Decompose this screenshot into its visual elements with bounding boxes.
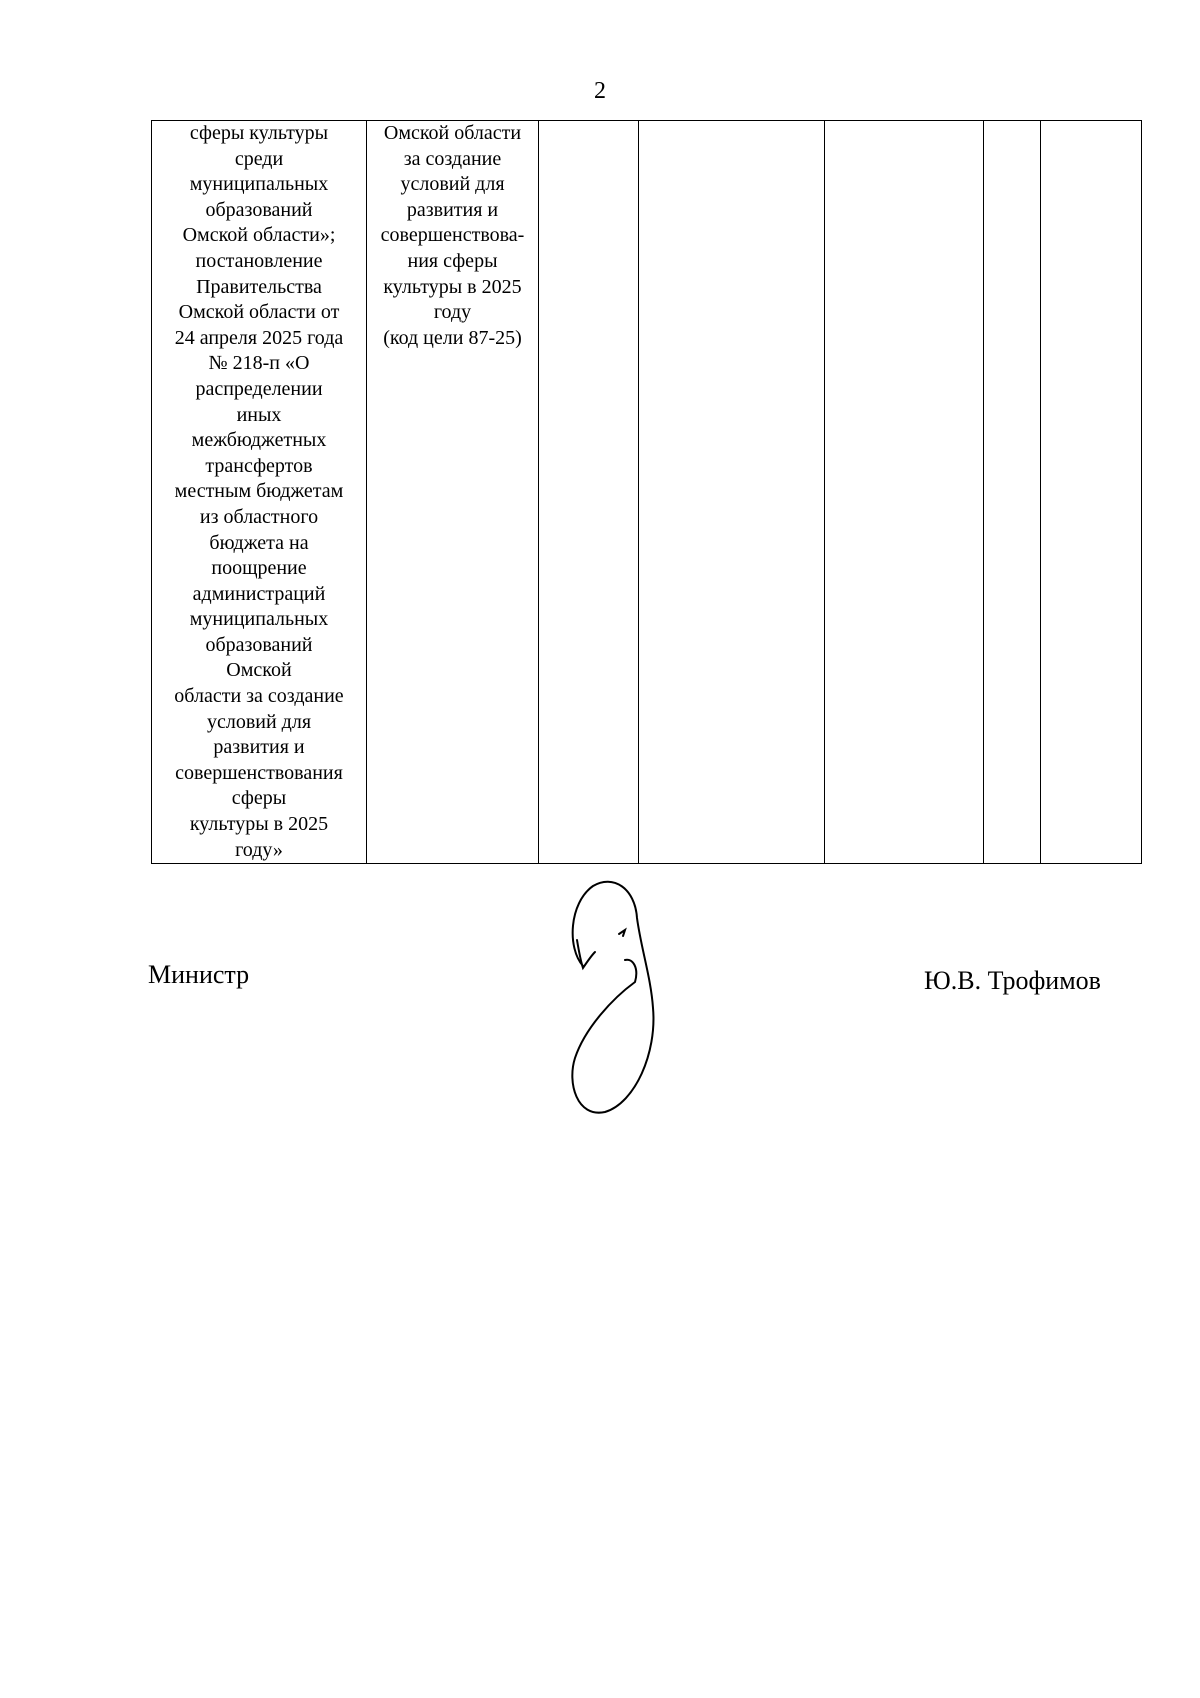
table-cell-empty-6 — [984, 121, 1041, 864]
table-cell-empty-4 — [639, 121, 825, 864]
page-number: 2 — [594, 78, 606, 104]
table-cell-empty-7 — [1041, 121, 1142, 864]
table-cell-empty-3 — [539, 121, 639, 864]
legal-basis-text: сферы культуры среди муниципальных образований Омской области»; постановление Правительства Омской области от 24 апреля 2025 года № 218-п «О распределении иных межбюджетных трансфертов местным бюджетам из областного бюджета на поощрение администраций муниципальных образований Омской области за создание условий для развития и совершенствования сферы культуры в 2025 году» — [174, 122, 344, 861]
table-cell-legal-basis — [152, 121, 367, 864]
table-cell-purpose — [367, 121, 539, 864]
signer-name: Ю.В. Трофимов — [924, 966, 1101, 995]
document-table — [151, 120, 1142, 864]
table-row — [152, 121, 1142, 864]
signer-title: Министр — [148, 960, 250, 989]
handwritten-signature — [565, 878, 695, 1128]
table-cell-empty-5 — [825, 121, 984, 864]
purpose-text: Омской области за создание условий для развития и совершенствова- ния сферы культуры в 2025 году (код цели 87-25) — [380, 122, 525, 349]
